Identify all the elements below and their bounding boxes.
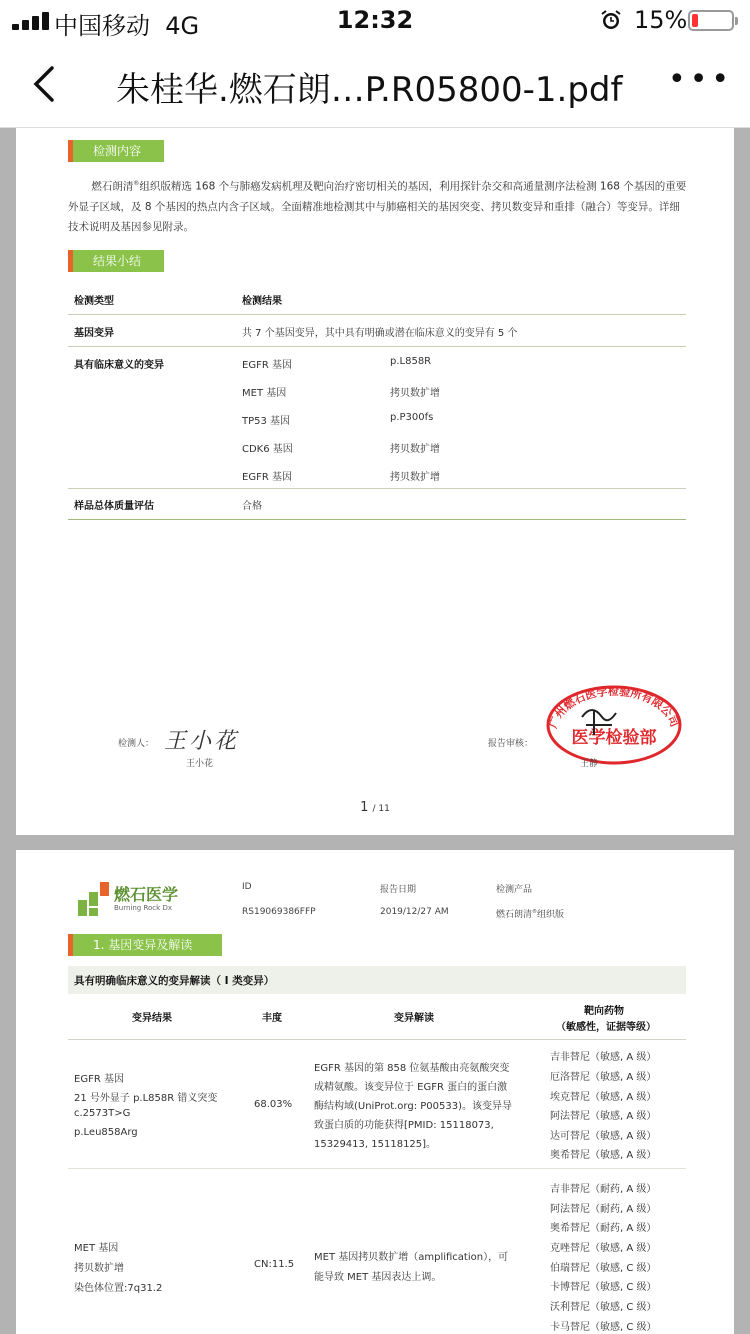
divider bbox=[68, 1168, 686, 1169]
r2-drug: 伯瑞替尼（敏感, C 级） bbox=[550, 1263, 657, 1274]
variant-result: 拷贝数扩增 bbox=[390, 388, 440, 399]
page-total: / 11 bbox=[372, 804, 390, 814]
id-value: RS19069386FFP bbox=[242, 907, 316, 917]
r1-drug: 阿法替尼（敏感, A 级） bbox=[550, 1111, 657, 1122]
status-bar bbox=[0, 0, 750, 40]
variant-result: 拷贝数扩增 bbox=[390, 472, 440, 483]
r2-abundance: CN:11.5 bbox=[254, 1259, 295, 1270]
th-drugs: 靶向药物 bbox=[584, 1006, 624, 1017]
r1-interp-4: 致蛋白质的功能获得[PMID: 15118073, bbox=[314, 1120, 494, 1131]
page-number bbox=[16, 800, 734, 815]
logo-name: 燃石医学 bbox=[114, 885, 179, 904]
r2-location: 染色体位置:7q31.2 bbox=[74, 1283, 163, 1294]
section-header-variants: 1. 基因变异及解读 bbox=[68, 934, 222, 956]
r1-drug: 奥希替尼（敏感, A 级） bbox=[550, 1150, 657, 1161]
date-label: 报告日期 bbox=[380, 885, 417, 895]
nav-bar bbox=[0, 40, 750, 128]
reviewer-label: 报告审核： bbox=[488, 739, 534, 749]
svg-text:医学检验部: 医学检验部 bbox=[571, 728, 657, 748]
variant-result: p.L858R bbox=[390, 356, 432, 367]
r2-type: 拷贝数扩增 bbox=[74, 1263, 124, 1274]
r2-interp-1: MET 基因拷贝数扩增（amplification），可 bbox=[314, 1252, 509, 1263]
variant-gene: TP53 基因 bbox=[242, 416, 291, 427]
tester-label: 检测人： bbox=[118, 739, 155, 749]
product-value: 燃石朗清®组织版 bbox=[496, 909, 565, 920]
th-interpretation: 变异解读 bbox=[394, 1013, 434, 1024]
tester-name: 王小花 bbox=[186, 759, 214, 769]
alarm-icon bbox=[600, 9, 622, 31]
variant-result: p.P300fs bbox=[390, 412, 434, 423]
pdf-page-2[interactable] bbox=[16, 850, 734, 1334]
product-variant: 组织版 bbox=[537, 910, 565, 920]
network-type: 4G bbox=[165, 12, 200, 40]
pdf-page-1[interactable] bbox=[16, 128, 734, 835]
reviewer-name: 王静 bbox=[580, 759, 599, 769]
r2-drug: 沃利替尼（敏感, C 级） bbox=[550, 1302, 657, 1313]
r2-drug: 卡博替尼（敏感, C 级） bbox=[550, 1282, 657, 1293]
r2-drug: 卡马替尼（敏感, C 级） bbox=[550, 1322, 657, 1333]
r2-gene: MET 基因 bbox=[74, 1243, 119, 1254]
row-label-quality: 样品总体质量评估 bbox=[74, 501, 154, 512]
col-header-result: 检测结果 bbox=[242, 296, 282, 307]
company-logo bbox=[76, 878, 196, 922]
col-header-test-type: 检测类型 bbox=[74, 296, 114, 307]
id-label: ID bbox=[242, 882, 252, 892]
tester-signature: 王小花 bbox=[164, 729, 240, 754]
r1-interp-5: 15329413, 15118125]。 bbox=[314, 1139, 437, 1150]
section-header-summary: 结果小结 bbox=[68, 250, 164, 272]
r1-abundance: 68.03% bbox=[254, 1099, 293, 1110]
chevron-left-icon[interactable] bbox=[30, 64, 60, 104]
th-abundance: 丰度 bbox=[262, 1013, 282, 1024]
carrier-name: 中国移动 bbox=[54, 12, 150, 40]
r2-drug: 克唑替尼（敏感, A 级） bbox=[550, 1243, 657, 1254]
intro-text: 组织版精选 168 个与肺癌发病机理及靶向治疗密切相关的基因，利用探针杂交和高通量测序法检测 168 个基因的重要外显子区域，及 8 个基因的热点内含子区域。全面精准地检测其中与肺癌相关的基因突变、拷贝数变异和重排（融合）等变异。详细技术说明及基因参见附录。 bbox=[68, 180, 687, 233]
r1-interp-3: 酶结构域(UniProt.org: P00533)。该变异导 bbox=[314, 1101, 512, 1112]
document-title: 朱桂华.燃石朗…P.R05800-1.pdf bbox=[116, 70, 623, 110]
row-value-gene-variants: 共 7 个基因变异，其中具有明确或潜在临床意义的变异有 5 个 bbox=[242, 328, 518, 339]
r1-drug: 埃克替尼（敏感, A 级） bbox=[550, 1092, 657, 1103]
svg-text:广州燃石医学检验所有限公司: 广州燃石医学检验所有限公司 bbox=[546, 684, 682, 730]
logo-en: Burning Rock Dx bbox=[114, 904, 172, 912]
page-current: 1 bbox=[360, 800, 369, 815]
r1-gene: EGFR 基因 bbox=[74, 1074, 124, 1085]
r1-interp-2: 成精氨酸。该变异位于 EGFR 蛋白的蛋白激 bbox=[314, 1082, 508, 1093]
r2-drug: 阿法替尼（耐药, A 级） bbox=[550, 1204, 657, 1215]
r1-drug: 吉非替尼（敏感, A 级） bbox=[550, 1052, 657, 1063]
variant-result: 拷贝数扩增 bbox=[390, 444, 440, 455]
product-label: 检测产品 bbox=[496, 885, 533, 895]
r1-exon: 21 号外显子 p.L858R 错义突变 bbox=[74, 1093, 218, 1104]
r1-protein: p.Leu858Arg bbox=[74, 1127, 138, 1138]
r1-interp-1: EGFR 基因的第 858 位氨基酸由亮氨酸突变 bbox=[314, 1063, 510, 1074]
divider bbox=[68, 519, 686, 520]
divider bbox=[68, 314, 686, 315]
th-variant: 变异结果 bbox=[132, 1013, 172, 1024]
divider bbox=[68, 346, 686, 347]
product-name: 燃石朗清 bbox=[91, 180, 134, 193]
class-i-title: 具有明确临床意义的变异解读（ I 类变异） bbox=[74, 975, 275, 987]
r2-drug: 奥希替尼（耐药, A 级） bbox=[550, 1223, 657, 1234]
ellipsis-icon[interactable]: ••• bbox=[668, 62, 734, 97]
battery-percent: 15% bbox=[634, 6, 688, 34]
r1-drug: 厄洛替尼（敏感, A 级） bbox=[550, 1072, 657, 1083]
intro-paragraph: 燃石朗清®组织版精选 168 个与肺癌发病机理及靶向治疗密切相关的基因，利用探针杂交和高通量测序法检测 168 个基因的重要外显子区域，及 8 个基因的热点内含子区域。全面精准地检测其中与肺癌相关的基因突变、拷贝数变异和重排（融合）等变异。详细技术说明及基因参见附录。 bbox=[68, 180, 687, 233]
section-header-test-content: 检测内容 bbox=[68, 140, 164, 162]
row-value-quality: 合格 bbox=[242, 501, 262, 512]
battery-icon bbox=[688, 10, 734, 31]
row-label-clinical-variants: 具有临床意义的变异 bbox=[74, 360, 164, 371]
r2-interp-2: 能导致 MET 基因表达上调。 bbox=[314, 1272, 442, 1283]
variant-gene: EGFR 基因 bbox=[242, 360, 292, 371]
logo-mark-icon bbox=[76, 880, 112, 918]
status-time: 12:32 bbox=[336, 6, 414, 34]
divider bbox=[68, 488, 686, 489]
variant-gene: EGFR 基因 bbox=[242, 472, 292, 483]
r1-drug: 达可替尼（敏感, A 级） bbox=[550, 1131, 657, 1142]
th-drugs-sub: （敏感性，证据等级） bbox=[556, 1022, 656, 1033]
product-name: 燃石朗清 bbox=[496, 910, 533, 920]
stamp-seal bbox=[542, 681, 686, 765]
row-label-gene-variants: 基因变异 bbox=[74, 328, 114, 339]
variant-gene: MET 基因 bbox=[242, 388, 287, 399]
variant-gene: CDK6 基因 bbox=[242, 444, 293, 455]
r2-drug: 吉非替尼（耐药, A 级） bbox=[550, 1184, 657, 1195]
date-value: 2019/12/27 AM bbox=[380, 907, 449, 917]
r1-cdna: c.2573T>G bbox=[74, 1108, 131, 1119]
